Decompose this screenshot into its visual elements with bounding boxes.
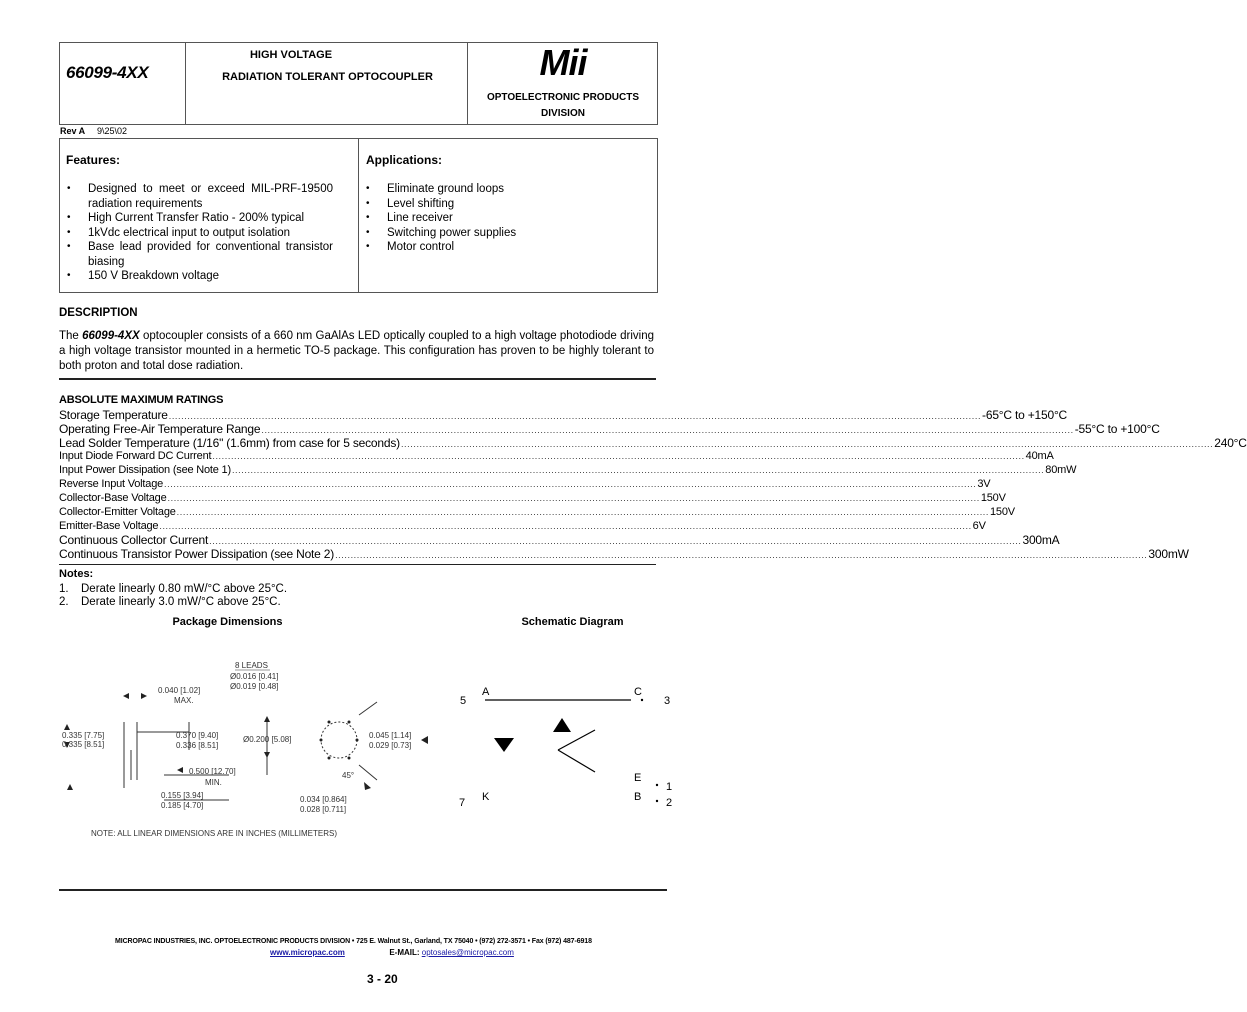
leader-dots: ...................................................................................................................................................................................................................................................................... [164,479,977,489]
dim-tab-min: 0.029 [0.73] [369,741,412,750]
rating-value: 80mW [1045,464,1077,476]
dim-pin-circle: Ø0.200 [5.08] [243,735,292,744]
rating-label: Continuous Collector Current [59,533,209,547]
schematic-diagram [455,680,680,815]
division-line-1: OPTOELECTRONIC PRODUCTS [486,92,640,103]
rating-value: 300mW [1148,547,1189,561]
pin-k-label: K [482,791,490,803]
title-line-2: RADIATION TOLERANT OPTOCOUPLER [222,71,433,83]
schematic-title: Schematic Diagram [521,616,624,628]
pin-e-number: 1 [666,781,673,793]
rating-label: Operating Free-Air Temperature Range [59,422,261,436]
leader-dots: ...................................................................................................................................................................................................................................................................... [231,465,1045,475]
dimension-arrow [421,736,428,744]
rating-row [59,533,1060,547]
dim-angle: 45° [342,771,355,780]
rating-label: Collector-Emitter Voltage [59,506,176,518]
dim-height-max: 0.155 [3.94] [161,791,204,800]
leader-dots: ...................................................................................................................................................................................................................................................................... [176,507,989,517]
leader-dots: ...................................................................................................................................................................................................................................................................... [168,411,982,421]
rating-value: 6V [972,520,986,532]
rating-row [59,478,991,490]
list-item: • 150 V Breakdown voltage [61,269,333,284]
pin-b-label: B [634,791,642,803]
page-number: 3 - 20 [367,972,398,986]
title-line-1: HIGH VOLTAGE [249,49,333,61]
led-triangle [494,738,514,752]
dim-tab-width-max: 0.034 [0.864] [300,795,347,804]
leader-dots: ...................................................................................................................................................................................................................................................................... [335,550,1148,560]
description-pre: The [59,330,83,342]
email-label: E-MAIL: [389,948,422,957]
leader-dots: ...................................................................................................................................................................................................................................................................... [209,536,1022,546]
list-item: • Motor control [360,240,640,255]
rating-row [59,450,1054,462]
rating-label: Collector-Base Voltage [59,492,167,504]
dim-lead-length-min: MIN. [205,778,222,787]
website-link[interactable]: www.micropac.com [270,948,345,957]
list-item: • Level shifting [360,197,640,212]
list-item: • Base lead provided for conventional transistor biasing [61,240,333,269]
rating-label: Input Power Dissipation (see Note 1) [59,464,231,476]
description-body: optocoupler consists of a 660 nm GaAlAs LED optically coupled to a high voltage photodiode driving a high voltage transistor mounted in a hermetic TO-5 package. This configuration has proven to be highly tolerant to both proton and total dose radiation. [59,330,654,372]
pin-dot [348,721,351,724]
features-list [61,182,333,284]
footer-rule [59,889,667,891]
applications-heading: Applications: [366,153,443,167]
dimensions-note: NOTE: ALL LINEAR DIMENSIONS ARE IN INCHES (MILLIMETERS) [91,829,337,838]
leader-dots: ...................................................................................................................................................................................................................................................................... [400,439,1214,449]
dimension-arrow [264,752,270,758]
dimension-arrow [177,767,183,773]
pin-e-label: E [634,772,642,784]
company-logo: Mii [539,42,587,83]
footer-company: MICROPAC INDUSTRIES, INC. OPTOELECTRONIC PRODUCTS DIVISION • 725 E. Walnut St., Garland, TX 75040 • (972) 272-3571 • Fax (972) 487-6918 [115,938,592,945]
package-dimensions-title: Package Dimensions [172,616,283,628]
note-text: Derate linearly 3.0 mW/°C above 25°C. [81,596,281,608]
rating-value: 240°C [1214,436,1247,450]
dim-lead-length: 0.500 [12.70] [189,767,236,776]
rating-value: 150V [980,492,1006,504]
features-heading: Features: [66,153,121,167]
transistor-lead [558,750,595,772]
photodiode-triangle [553,718,571,732]
description-text [59,329,654,374]
list-item: • Designed to meet or exceed MIL-PRF-19500 radiation requirements [61,182,333,211]
dim-dia2-max: 0.370 [9.40] [176,731,219,740]
pin-dot [656,784,658,786]
list-item: • High Current Transfer Ratio - 200% typical [61,211,333,226]
list-item: • Switching power supplies [360,226,640,241]
dim-dia2-min: 0.336 [8.51] [176,741,219,750]
dim-dia1-max: 0.335 [7.75] [62,731,105,740]
revision-date: 9\25\02 [97,126,128,136]
rating-value: 40mA [1025,450,1054,462]
list-item: • Eliminate ground loops [360,182,640,197]
rating-row [59,422,1160,436]
rating-value: -65°C to +150°C [982,408,1068,422]
pin-a-number: 5 [460,695,467,707]
note-1 [59,583,287,595]
tab-line [359,765,377,780]
applications-list [360,182,640,255]
dimension-arrow [364,782,371,790]
pin-dot [356,739,359,742]
dim-lead-thickness-max: MAX. [174,696,194,705]
list-item: • 1kVdc electrical input to output isolation [61,226,333,241]
rating-label: Input Diode Forward DC Current [59,450,212,462]
pin-c-number: 3 [664,695,671,707]
rating-row [59,408,1068,422]
package-dimensions-drawing [59,630,412,845]
dimension-arrow [141,693,147,699]
pin-dot [328,721,331,724]
dim-lead-dia-max: Ø0.016 [0.41] [230,672,279,681]
leader-dots: ...................................................................................................................................................................................................................................................................... [212,451,1025,461]
revision-label: Rev A [60,126,86,136]
note-number: 1. [59,583,69,595]
rating-label: Continuous Transistor Power Dissipation (see Note 2) [59,547,335,561]
rating-row [59,506,1015,518]
pin-a-label: A [482,686,490,698]
pin-dot [320,739,323,742]
note-number: 2. [59,596,69,608]
list-item: • Line receiver [360,211,640,226]
dimension-arrow [64,724,70,730]
rating-value: 3V [977,478,991,490]
section-rule-1 [59,378,656,380]
dim-leads: 8 LEADS [235,661,268,670]
part-number: 66099-4XX [66,63,149,82]
pin-dot [641,699,643,701]
rating-label: Reverse Input Voltage [59,478,164,490]
dim-dia1-min: 0.335 [8.51] [62,740,105,749]
rating-label: Lead Solder Temperature (1/16" (1.6mm) from case for 5 seconds) [59,436,400,450]
transistor-lead [558,730,595,750]
rating-value: 150V [990,506,1015,518]
ratings-heading: ABSOLUTE MAXIMUM RATINGS [59,394,224,406]
rating-row [59,464,1077,476]
note-2 [59,596,281,608]
footer-contact [270,948,514,957]
rating-row [59,436,1247,450]
leader-dots: ...................................................................................................................................................................................................................................................................... [167,493,980,503]
pin-dot [328,757,331,760]
rating-value: -55°C to +100°C [1074,422,1160,436]
description-heading: DESCRIPTION [59,307,138,319]
division-line-2: DIVISION [541,108,585,119]
email-link[interactable]: optosales@micropac.com [421,948,514,957]
description-part: 66099-4XX [82,330,140,342]
rating-row [59,547,1189,561]
rating-row [59,520,986,532]
rating-label: Emitter-Base Voltage [59,520,159,532]
dim-tab-width-min: 0.028 [0.711] [300,805,347,814]
dimension-arrow [67,784,73,790]
pin-k-number: 7 [459,797,466,809]
dimension-arrow [123,693,129,699]
dim-lead-dia-min: Ø0.019 [0.48] [230,682,279,691]
pin-dot [656,800,658,802]
dim-tab-max: 0.045 [1.14] [369,731,412,740]
pin-circle [321,722,357,758]
pin-c-label: C [634,686,642,698]
section-rule-2 [59,564,656,565]
rating-value: 300mA [1022,533,1060,547]
leader-dots: ...................................................................................................................................................................................................................................................................... [159,521,972,531]
pin-dot [348,757,351,760]
dim-height-min: 0.185 [4.70] [161,801,204,810]
pin-b-number: 2 [666,797,673,809]
notes-heading: Notes: [59,568,94,580]
dimension-arrow [264,716,270,722]
features-divider [358,138,359,293]
rating-label: Storage Temperature [59,408,168,422]
tab-line [359,702,377,715]
rating-row [59,492,1006,504]
dim-lead-thickness: 0.040 [1.02] [158,686,201,695]
note-text: Derate linearly 0.80 mW/°C above 25°C. [81,583,288,595]
leader-dots: ...................................................................................................................................................................................................................................................................... [261,425,1074,435]
